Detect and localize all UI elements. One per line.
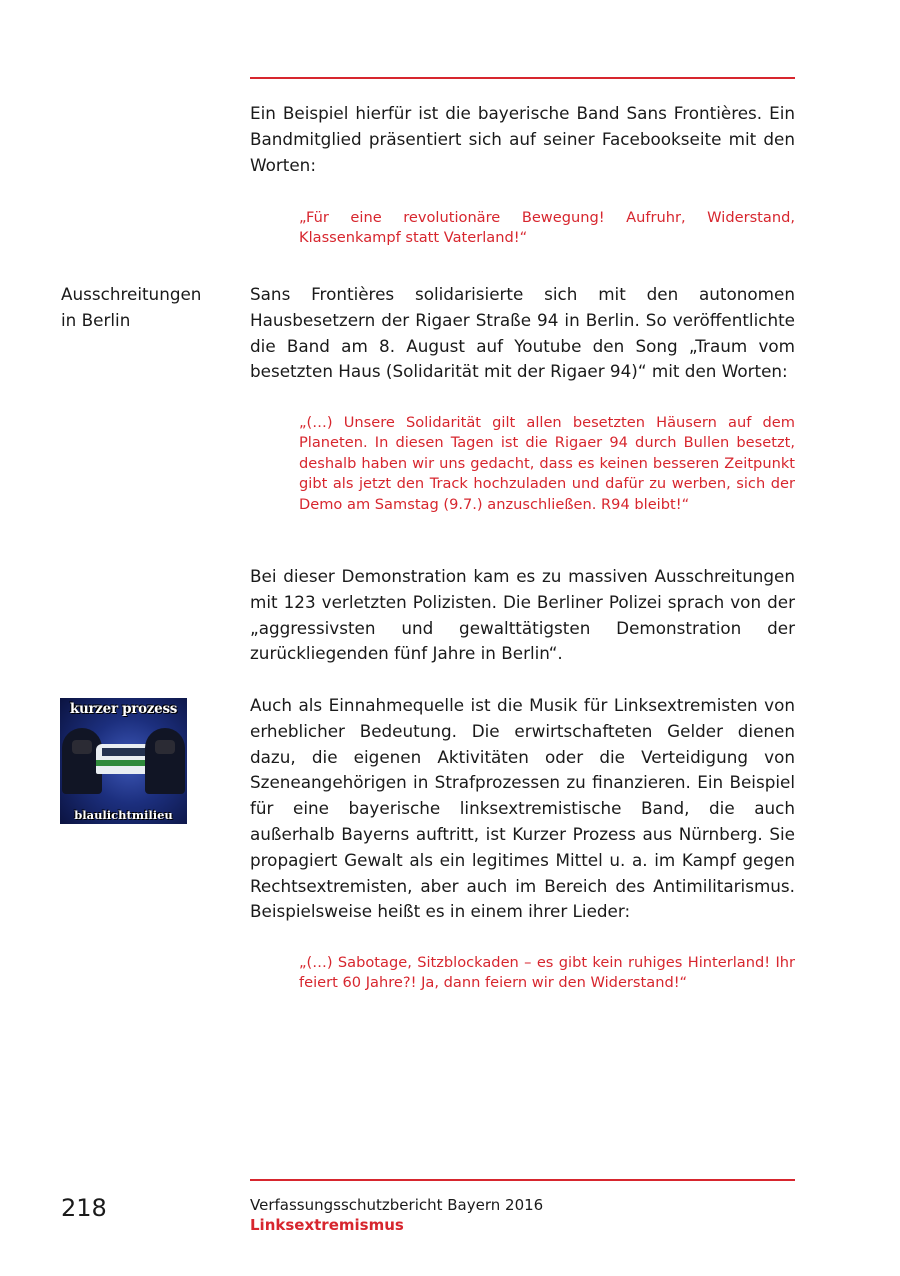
margin-note-line-1: Ausschreitungen: [61, 284, 202, 304]
quote-youtube: „(…) Unsere Solidarität gilt allen besetzten Häusern auf dem Planeten. In diesen Tagen ist die Rigaer 94 durch Bullen besetzt, deshalb haben wir uns gedacht, dass es keinen besseren Zeitpunkt gibt als jetzt den Track hochzuladen und dafür zu werben, sich der Demo am Samstag (9.7.) anzuschließen. R94 bleibt!“: [299, 414, 795, 513]
album-title: blaulichtmilieu: [74, 808, 173, 822]
footer-section-name: Linksextremismus: [250, 1216, 404, 1234]
margin-note: [61, 282, 241, 334]
footer-report-title: Verfassungsschutzbericht Bayern 2016: [250, 1196, 544, 1214]
margin-note-line-2: in Berlin: [61, 309, 131, 330]
album-band-name: kurzer prozess: [69, 701, 178, 717]
bottom-rule: [250, 1179, 795, 1181]
album-cover-image: [60, 698, 187, 824]
paragraph-sans-frontieres-intro: Ein Beispiel hierfür ist die bayerische Band Sans Frontières. Ein Bandmitglied präsentiert sich auf seiner Facebookseite mit den Worten:: [250, 103, 795, 175]
paragraph-rigaer-strasse: Sans Frontières solidarisierte sich mit den autonomen Hausbesetzern der Rigaer Straße 94 in Berlin. So veröffentlichte die Band am 8. August auf Youtube den Song „Traum vom besetzten Haus (Solidarität mit der Rigaer 94)“ mit den Worten:: [250, 284, 795, 382]
paragraph-demonstration: Bei dieser Demonstration kam es zu massiven Ausschreitungen mit 123 verletzten Polizisten. Die Berliner Polizei sprach von der „aggressivsten und gewalttätigsten Demonstration der zurückliegenden fünf Jahre in Berlin“.: [250, 566, 795, 664]
top-rule: [250, 77, 795, 79]
quote-facebook: „Für eine revolutionäre Bewegung! Aufruhr, Widerstand, Klassenkampf statt Vaterland!“: [299, 209, 795, 247]
paragraph-kurzer-prozess: Auch als Einnahmequelle ist die Musik für Linksextremisten von erheblicher Bedeutung. Die erwirtschafteten Gelder dienen dazu, die eigenen Aktivitäten oder die Verteidigung von Szeneangehörigen in Strafprozessen zu finanzieren. Ein Beispiel für eine bayerische linksextremistische Band, die auch außerhalb Bayerns auftritt, ist Kurzer Prozess aus Nürnberg. Sie propagiert Gewalt als ein legitimes Mittel u. a. im Kampf gegen Rechtsextremisten, aber auch im Bereich des Antimilitarismus. Beispielsweise heißt es in einem ihrer Lieder:: [250, 695, 795, 922]
hooded-figure-right: [145, 728, 185, 794]
page-number: 218: [61, 1194, 107, 1222]
quote-song-lyrics: „(…) Sabotage, Sitzblockaden – es gibt kein ruhiges Hinterland! Ihr feiert 60 Jahre?! Ja, dann feiern wir den Widerstand!“: [299, 954, 795, 992]
